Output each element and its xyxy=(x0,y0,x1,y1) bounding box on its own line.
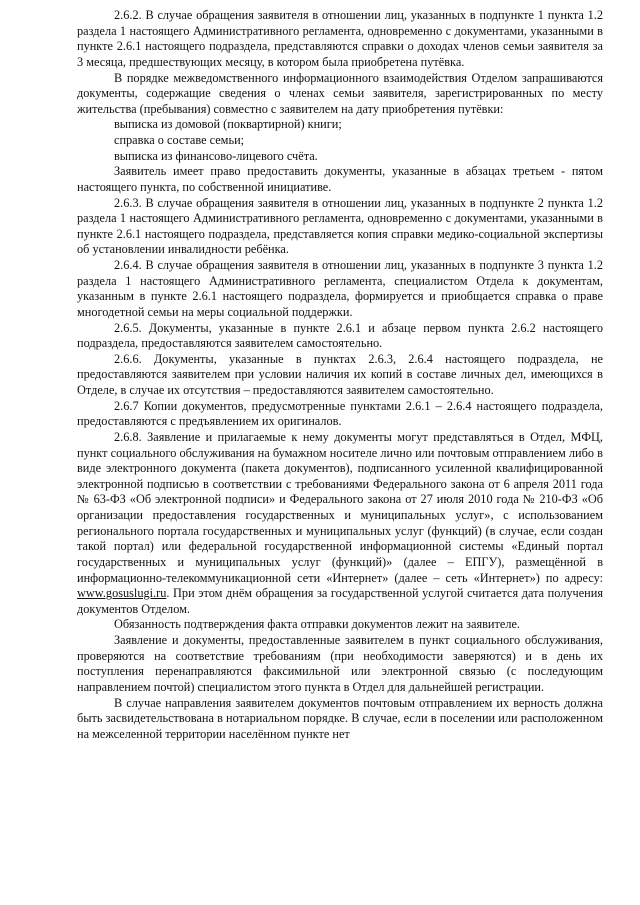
paragraph-2-6-7: 2.6.7 Копии документов, предусмотренные пунктами 2.6.1 – 2.6.4 настоящего подраздела, предоставляются с предъявлением их оригиналов. xyxy=(77,398,603,429)
paragraph-2-6-5: 2.6.5. Документы, указанные в пункте 2.6.1 и абзаце первом пункта 2.6.2 настоящего подраздела, предоставляются заявителем самостоятельно. xyxy=(77,320,603,351)
paragraph-postal-submission: В случае направления заявителем документов почтовым отправлением их верность должна быть засвидетельствована в нотариальном порядке. В случае, если в поселении или расположенном на межселенной территории населённом пункте нет xyxy=(77,695,603,741)
gosuslugi-link[interactable]: www.gosuslugi.ru xyxy=(77,586,167,601)
paragraph-2-6-6: 2.6.6. Документы, указанные в пунктах 2.6.3, 2.6.4 настоящего подраздела, не предоставляются заявителем при условии наличия их копий в составе личных дел, имеющихся в Отделе, в случае их отсутствия – предоставляются заявителем самостоятельно. xyxy=(77,351,603,397)
paragraph-2-6-8 xyxy=(77,430,603,618)
paragraph-interagency-request: В порядке межведомственного информационного взаимодействия Отделом запрашиваются документы, содержащие сведения о членах семьи заявителя, зарегистрированных по месту жительства (пребывания) совместно с заявителем на дату приобретения путёвки: xyxy=(77,70,603,116)
list-item: справка о составе семьи; xyxy=(114,133,245,147)
paragraph-2-6-8-text: 2.6.8. Заявление и прилагаемые к нему документы могут представляться в Отдел, МФЦ, пункт социального обслуживания на бумажном носителе лично или почтовым отправлением либо в виде электронного документа (пакета документов), подписанного усиленной квалифицированной электронной подписью в соответствии с требованиями Федерального закона от 6 апреля 2011 года № 63-ФЗ «Об электронной подписи» и Федерального закона от 27 июля 2010 года № 210-ФЗ «Об организации предоставления государственных и муниципальных услуг», с использованием регионального портала государственных и муниципальных услуг (функций) (в случае, если создан такой портал) или федеральной государственной информационной системы «Единый портал государственных и муниципальных услуг (функций)» (далее – ЕПГУ), размещённой в информационно-телекоммуникационной сети «Интернет» (далее – сеть «Интернет») по адресу: xyxy=(77,429,603,585)
paragraph-2-6-4: 2.6.4. В случае обращения заявителя в отношении лиц, указанных в подпункте 3 пункта 1.2 раздела 1 настоящего Административного регламента, специалистом Отдела к документам, указанным в пункте 2.6.1 настоящего подраздела, формируется и приобщается справка о праве многодетной семьи на меры социальной поддержки. xyxy=(77,258,603,319)
document-body xyxy=(77,8,603,742)
list-item: выписка из домовой (поквартирной) книги; xyxy=(114,117,342,132)
paragraph-2-6-8-tail: . При этом днём обращения за государственной услугой считается дата получения документов Отделом. xyxy=(77,586,603,616)
paragraph-obligation: Обязанность подтверждения факта отправки документов лежит на заявителе. xyxy=(114,617,521,632)
paragraph-social-service-point: Заявление и документы, предоставленные заявителем в пункт социального обслуживания, проверяются на соответствие требованиям (при необходимости заверяются) и в день их поступления перенаправляются факсимильной или электронной связью (с последующим направлением почтой) специалистом этого пункта в Отдел для дальнейшей регистрации. xyxy=(77,633,603,694)
paragraph-applicant-right: Заявитель имеет право предоставить документы, указанные в абзацах третьем - пятом настоящего пункта, по собственной инициативе. xyxy=(77,164,603,194)
paragraph-2-6-3: 2.6.3. В случае обращения заявителя в отношении лиц, указанных в подпункте 2 пункта 1.2 раздела 1 настоящего Административного регламента, одновременно с документами, указанными в пункте 2.6.1 настоящего подраздела, представляется копия справки медико-социальной экспертизы об установлении инвалидности ребёнка. xyxy=(77,195,603,257)
paragraph-2-6-2: 2.6.2. В случае обращения заявителя в отношении лиц, указанных в подпункте 1 пункта 1.2 раздела 1 настоящего Административного регламента, одновременно с документами, указанными в пункте 2.6.1 настоящего подраздела, представляются справки о доходах членов семьи заявителя за 3 месяца, предшествующих месяцу, в котором была приобретена путёвка. xyxy=(77,8,603,69)
list-item: выписка из финансово-лицевого счёта. xyxy=(114,148,318,163)
